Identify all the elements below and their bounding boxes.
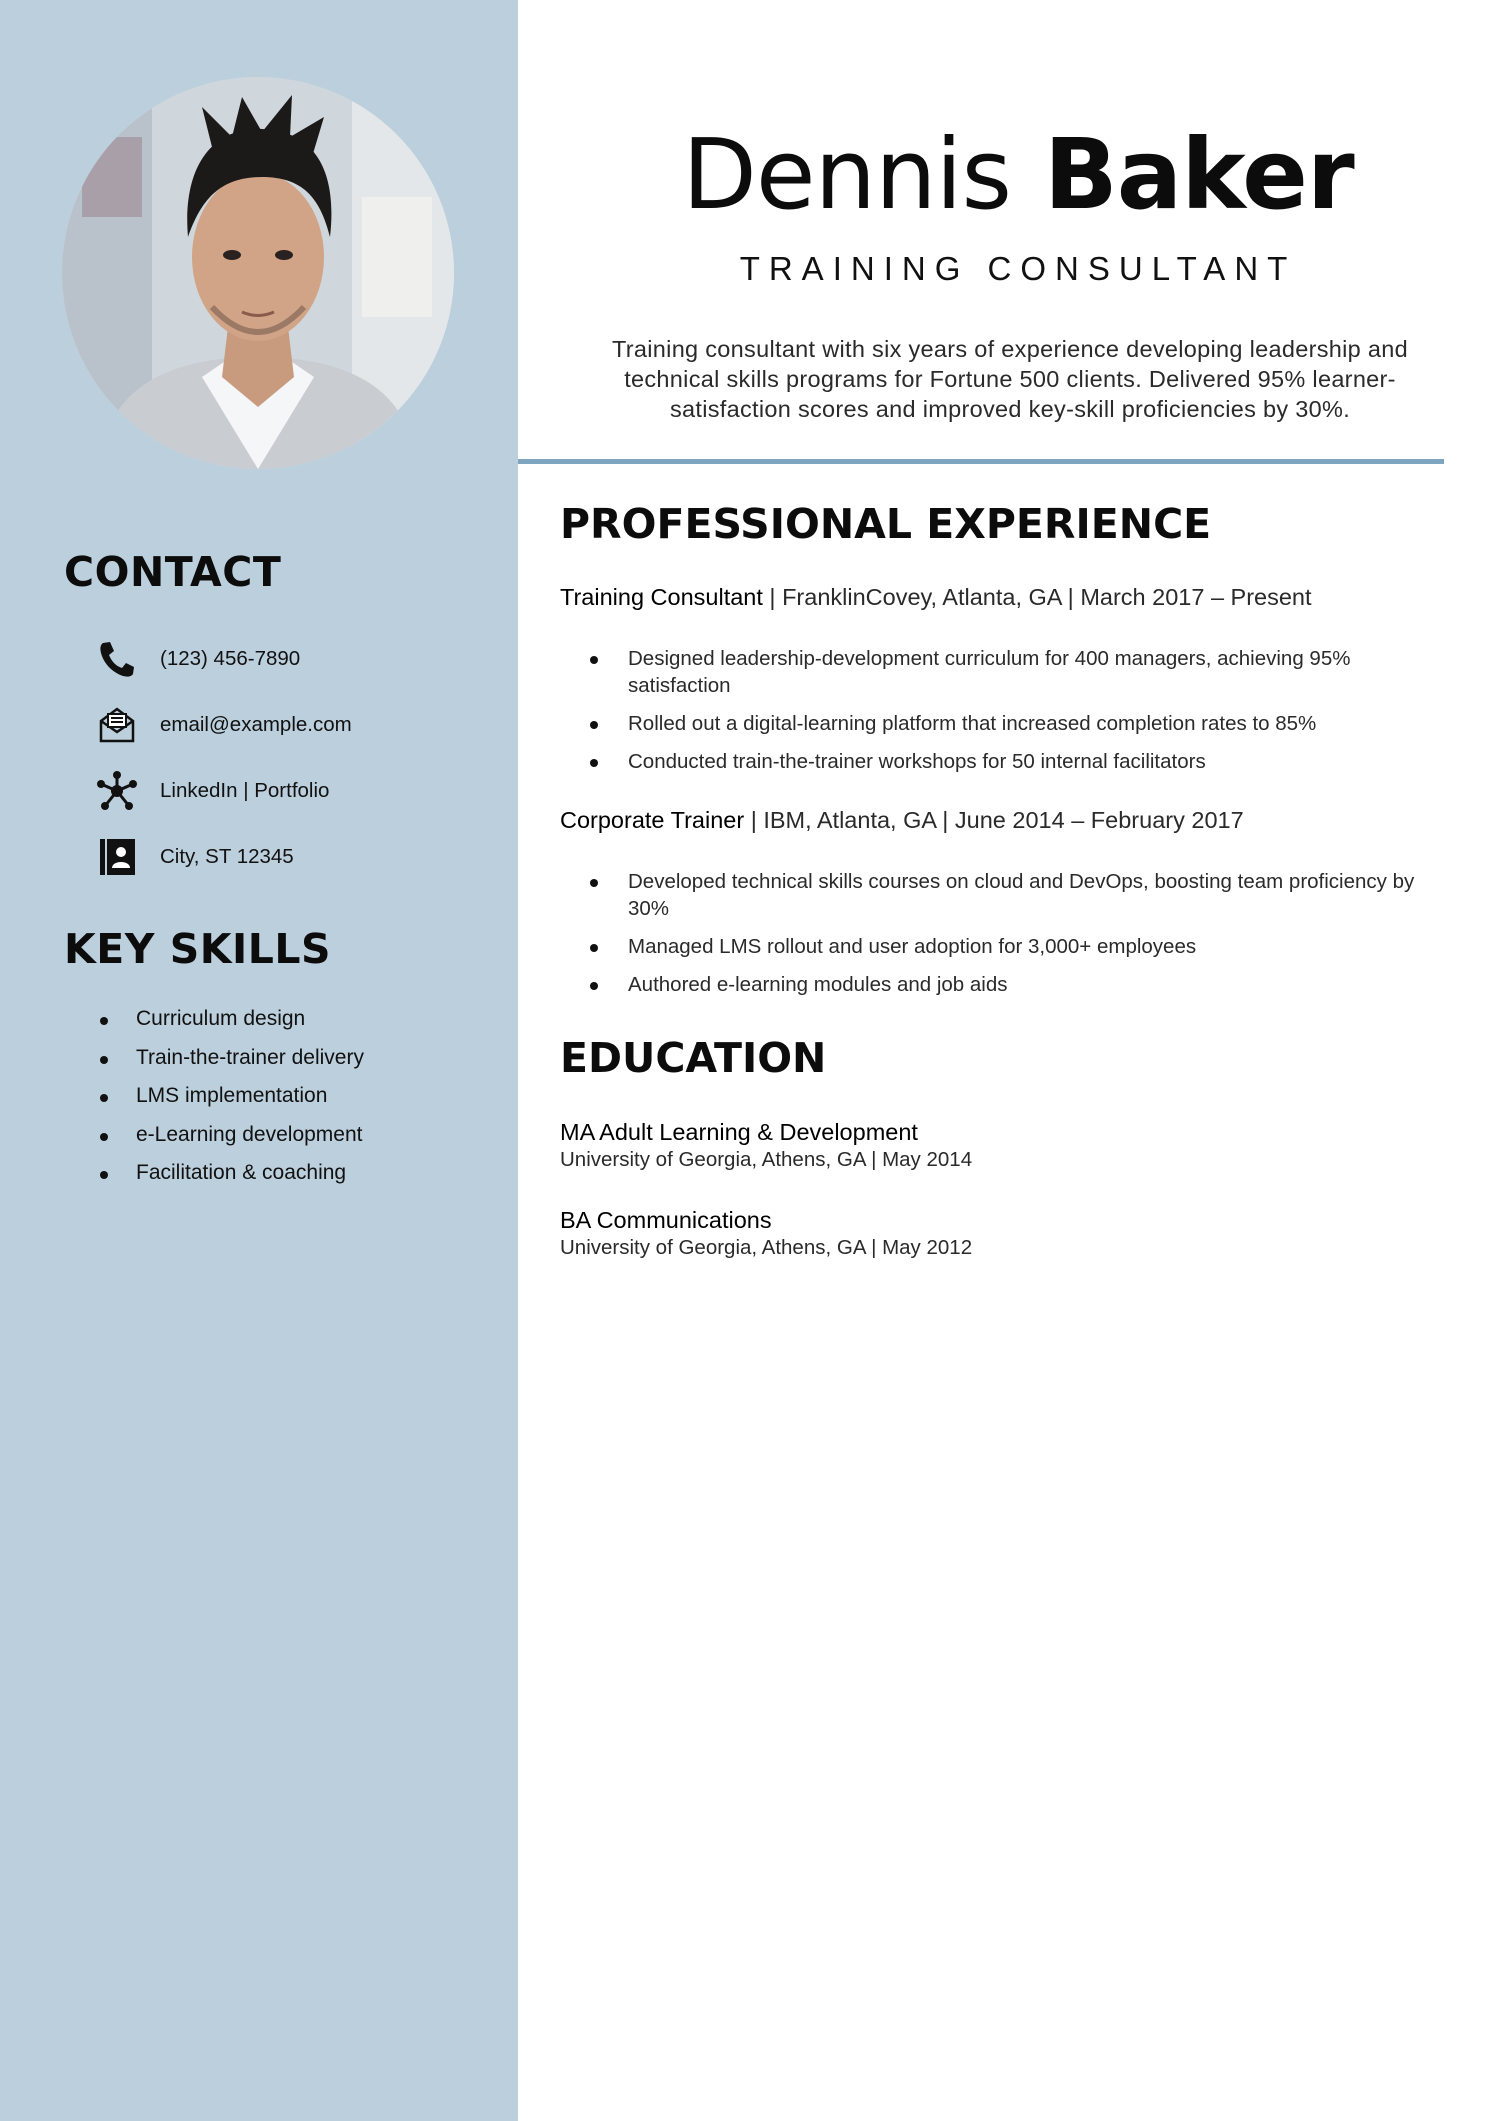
links-text[interactable]: LinkedIn | Portfolio: [160, 779, 330, 802]
skill-item: Train-the-trainer delivery: [96, 1039, 364, 1078]
job-bullet: Conducted train-the-trainer workshops for 50 internal facilitators: [588, 748, 1458, 775]
job-details: | FranklinCovey, Atlanta, GA | March 2017 – Present: [762, 584, 1312, 610]
skill-item: e-Learning development: [96, 1116, 364, 1155]
address-text: City, ST 12345: [160, 845, 294, 868]
job-bullets: [588, 868, 1458, 1009]
job-role: Training Consultant: [560, 584, 763, 610]
profile-photo: [62, 77, 454, 469]
contact-email: [94, 692, 352, 758]
edu-school: University of Georgia, Athens, GA | May 2014: [560, 1148, 973, 1171]
job-bullet: Rolled out a digital-learning platform that increased completion rates to 85%: [588, 710, 1458, 737]
contact-list: [94, 626, 352, 890]
job-role: Corporate Trainer: [560, 807, 745, 833]
job-details: | IBM, Atlanta, GA | June 2014 – February 2017: [744, 807, 1244, 833]
skill-item: LMS implementation: [96, 1077, 364, 1116]
first-name: Dennis: [682, 118, 1012, 231]
job-bullet: Managed LMS rollout and user adoption for 3,000+ employees: [588, 933, 1458, 960]
edu-degree: BA Communications: [560, 1207, 772, 1233]
skill-item: Facilitation & coaching: [96, 1154, 364, 1193]
job-bullet: Designed leadership-development curriculum for 400 managers, achieving 95% satisfaction: [588, 645, 1458, 699]
skills-list: [96, 1000, 364, 1193]
job-bullet: Authored e-learning modules and job aids: [588, 971, 1458, 998]
contact-links: [94, 758, 330, 824]
experience-heading: PROFESSIONAL EXPERIENCE: [560, 500, 1212, 548]
phone-icon: [94, 636, 140, 682]
sidebar: [0, 0, 518, 2121]
skill-item: Curriculum design: [96, 1000, 364, 1039]
envelope-icon: [94, 702, 140, 748]
edu-degree: MA Adult Learning & Development: [560, 1119, 918, 1145]
job-line: [560, 584, 1312, 611]
job-line: [560, 807, 1244, 834]
phone-text[interactable]: (123) 456-7890: [160, 647, 301, 670]
job-bullet: Developed technical skills courses on cloud and DevOps, boosting team proficiency by 30%: [588, 868, 1458, 922]
job-title: TRAINING CONSULTANT: [739, 250, 1297, 287]
job-bullets: [588, 645, 1458, 786]
address-book-icon: [94, 834, 140, 880]
network-icon: [94, 768, 140, 814]
skills-heading: KEY SKILLS: [64, 925, 332, 973]
email-text[interactable]: email@example.com: [160, 713, 352, 736]
last-name: Baker: [1043, 118, 1354, 231]
contact-address: [94, 824, 294, 890]
candidate-name: [518, 110, 1500, 240]
header-divider: [518, 459, 1444, 464]
contact-heading: CONTACT: [64, 548, 282, 596]
edu-school: University of Georgia, Athens, GA | May 2012: [560, 1236, 973, 1259]
education-heading: EDUCATION: [560, 1034, 827, 1082]
contact-phone: [94, 626, 301, 692]
summary: Training consultant with six years of experience developing leadership and technical skills programs for Fortune 500 clients. Delivered 95% learner-satisfaction scores and improved key-skill proficiencies by 30%.: [612, 336, 1408, 422]
